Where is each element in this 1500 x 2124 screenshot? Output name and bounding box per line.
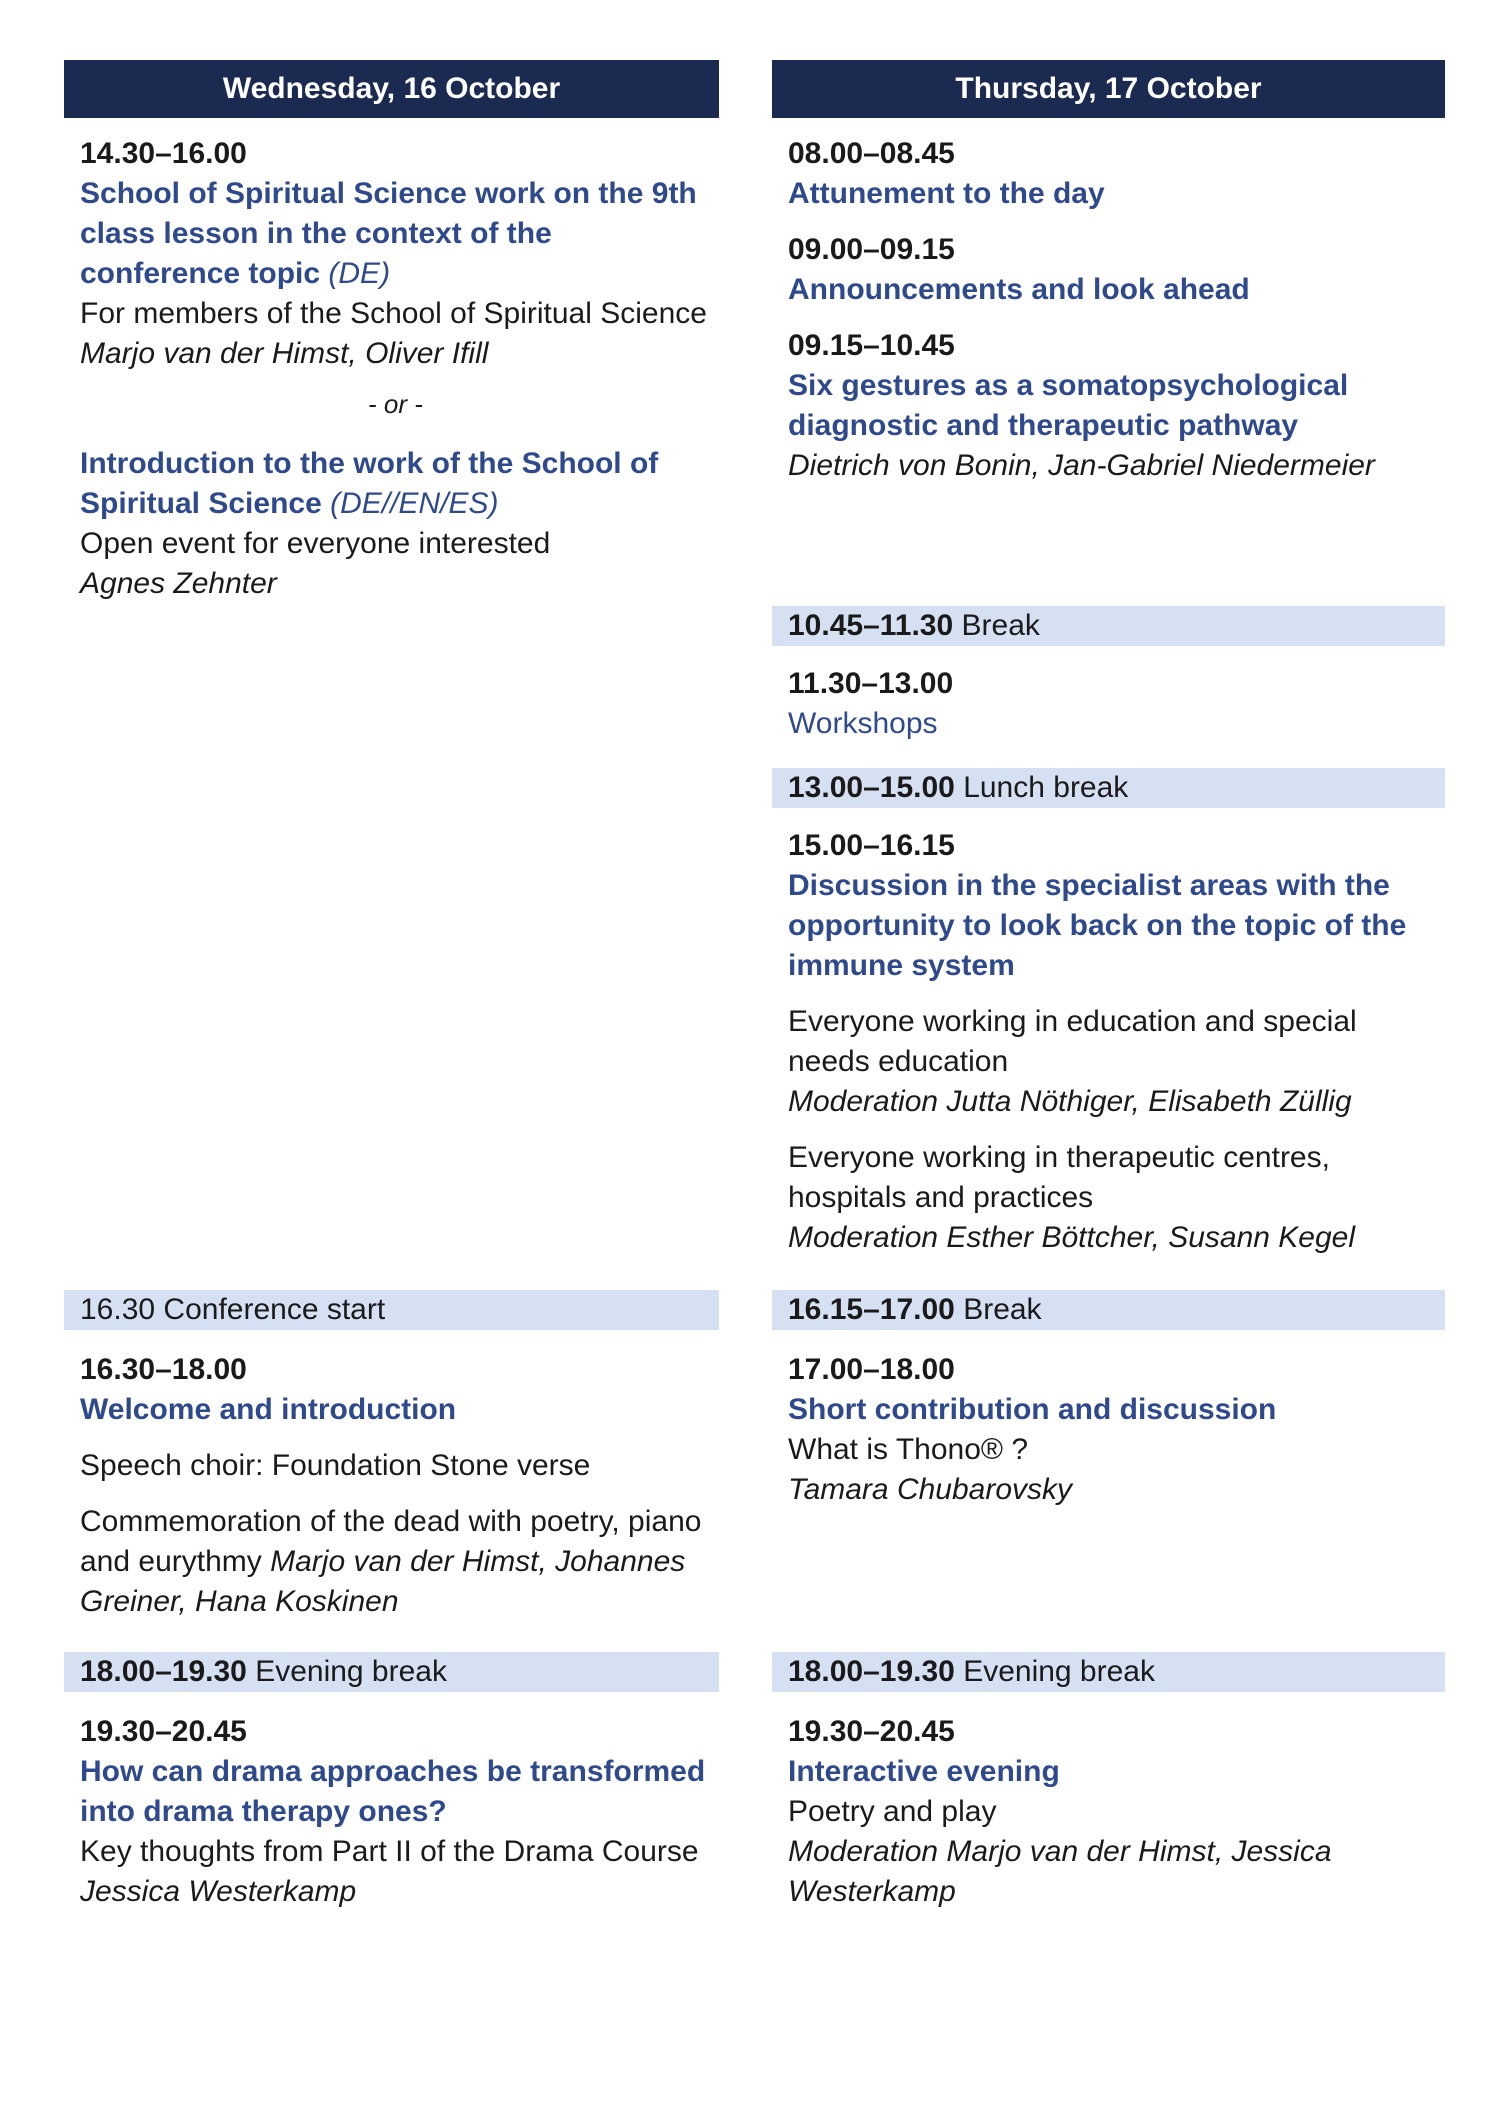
thu-session-workshops [788, 664, 1437, 744]
thu-session-discussion [788, 826, 1437, 1258]
band-evening-break [64, 1652, 719, 1692]
band-evening-break [772, 1652, 1445, 1692]
session-time: 15.00–16.15 [788, 829, 955, 862]
session-title: Workshops [788, 707, 938, 740]
session-names: Moderation Marjo van der Himst, Jessica Westerkamp [788, 1835, 1332, 1908]
session-description: What is Thono® ? [788, 1433, 1028, 1466]
thu-session-announcements [788, 230, 1437, 310]
band-label: Break [961, 609, 1040, 642]
session-time: 17.00–18.00 [788, 1353, 955, 1386]
session-names: Dietrich von Bonin, Jan-Gabriel Niedermeier [788, 449, 1375, 482]
session-title: Attunement to the day [788, 177, 1105, 210]
session-title: School of Spiritual Science work on the 9th class lesson in the context of the conference topic (DE) [80, 177, 697, 290]
session-time: 09.15–10.45 [788, 329, 955, 362]
band-label: Lunch break [963, 771, 1129, 804]
session-time: 16.30–18.00 [80, 1353, 247, 1386]
session-description: Poetry and play [788, 1795, 997, 1828]
band-time: 18.00–19.30 [788, 1655, 955, 1688]
thursday-header: Thursday, 17 October [772, 60, 1445, 118]
thu-session-short-contribution [788, 1350, 1437, 1510]
session-title: Interactive evening [788, 1755, 1060, 1788]
wed-session-school-work [80, 134, 711, 604]
session-names: Moderation Jutta Nöthiger, Elisabeth Züllig [788, 1085, 1352, 1118]
session-title: How can drama approaches be transformed into drama therapy ones? [80, 1755, 706, 1828]
band-break [772, 606, 1445, 646]
thu-session-six-gestures [788, 326, 1437, 486]
session-title: Welcome and introduction [80, 1393, 457, 1426]
wednesday-header: Wednesday, 16 October [64, 60, 719, 118]
band-time: 18.00–19.30 [80, 1655, 247, 1688]
session-time: 19.30–20.45 [788, 1715, 955, 1748]
band-time: 10.45–11.30 [788, 609, 954, 642]
session-title: Announcements and look ahead [788, 273, 1250, 306]
band-time: 13.00–15.00 [788, 771, 955, 804]
session-description: Commemoration of the dead with poetry, piano and eurythmy Marjo van der Himst, Johannes Greiner, Hana Koskinen [80, 1505, 702, 1618]
thu-session-attunement [788, 134, 1437, 214]
wed-session-welcome [80, 1350, 711, 1622]
thu-session-interactive-evening [788, 1712, 1437, 1912]
session-names: Marjo van der Himst, Oliver Ifill [80, 337, 489, 370]
band-label: Break [963, 1293, 1042, 1326]
band-label: Evening break [963, 1655, 1155, 1688]
band-label: Evening break [255, 1655, 447, 1688]
session-description: Everyone working in therapeutic centres, hospitals and practices [788, 1141, 1330, 1214]
band-time: 16.15–17.00 [788, 1293, 955, 1326]
session-description: For members of the School of Spiritual Science Marjo van der Himst, Oliver Ifill [80, 297, 707, 370]
session-time: 11.30–13.00 [788, 667, 954, 700]
session-title: Discussion in the specialist areas with the opportunity to look back on the topic of the immune system [788, 869, 1407, 982]
session-time: 14.30–16.00 [80, 137, 247, 170]
session-names: Moderation Esther Böttcher, Susann Kegel [788, 1221, 1356, 1254]
session-description: Key thoughts from Part II of the Drama Course [80, 1835, 699, 1868]
session-description: Speech choir: Foundation Stone verse [80, 1449, 591, 1482]
session-names: Tamara Chubarovsky [788, 1473, 1073, 1506]
session-description: Open event for everyone interested [80, 527, 551, 560]
session-time: 19.30–20.45 [80, 1715, 247, 1748]
session-title: Six gestures as a somatopsychological diagnostic and therapeutic pathway [788, 369, 1349, 442]
wed-session-drama [80, 1712, 711, 1912]
session-names: Agnes Zehnter [80, 567, 277, 600]
session-description: Everyone working in education and special needs education [788, 1005, 1357, 1078]
band-lunch-break [772, 768, 1445, 808]
language-tag: (DE) [328, 257, 391, 290]
session-title: Introduction to the work of the School of Spiritual Science (DE//EN/ES) [80, 447, 659, 520]
band-break [772, 1290, 1445, 1330]
session-names: Marjo van der Himst, Johannes Greiner, Hana Koskinen [80, 1545, 686, 1618]
language-tag: (DE//EN/ES) [330, 487, 499, 520]
session-title: Short contribution and discussion [788, 1393, 1277, 1426]
band-conference-start: 16.30 Conference start [64, 1290, 719, 1330]
session-names: Jessica Westerkamp [80, 1875, 357, 1908]
session-time: 08.00–08.45 [788, 137, 955, 170]
session-time: 09.00–09.15 [788, 233, 955, 266]
or-separator: - or - [368, 389, 423, 419]
